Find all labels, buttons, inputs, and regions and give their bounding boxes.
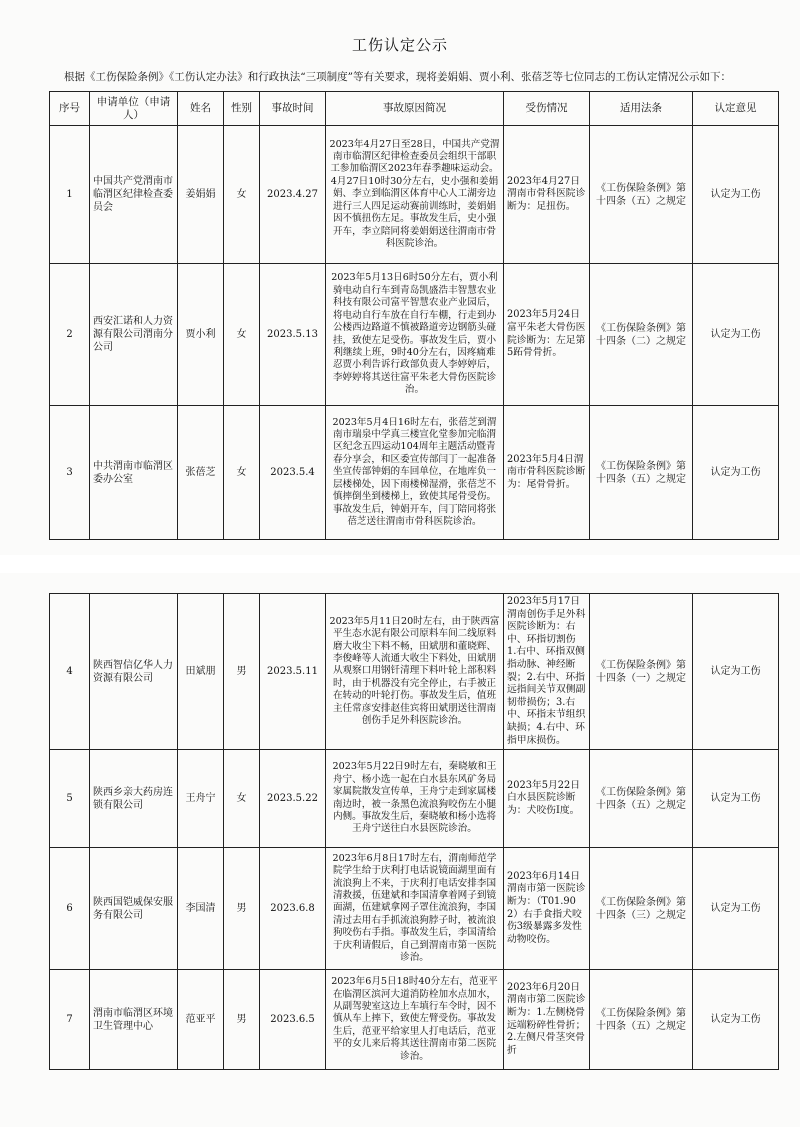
row-no: 1 [50,126,90,264]
row-date: 2023.6.8 [260,848,326,970]
injury-table-part-1 [49,91,779,540]
header-law: 适用法条 [590,92,693,126]
row-org: 渭南市临渭区环境卫生管理中心 [90,970,178,1070]
row-org: 西安汇诺和人力资源有限公司渭南分公司 [90,264,178,406]
header-injury: 受伤情况 [504,92,590,126]
row-no: 4 [50,594,90,750]
row-name: 李国清 [178,848,224,970]
document-title: 工伤认定公示 [351,36,448,54]
header-org: 申请单位（申请人） [90,92,178,126]
row-sex: 女 [224,126,260,264]
row-opinion: 认定为工伤 [693,264,779,406]
row-org: 陕西智信亿华人力资源有限公司 [90,594,178,750]
injury-table-part-2 [49,593,779,1070]
row-date: 2023.6.5 [260,970,326,1070]
row-org: 陕西乡亲大药房连锁有限公司 [90,750,178,848]
table-header-row [50,92,779,126]
table-row [50,126,779,264]
row-no: 3 [50,406,90,540]
row-no: 5 [50,750,90,848]
row-date: 2023.5.22 [260,750,326,848]
row-date: 2023.4.27 [260,126,326,264]
row-opinion: 认定为工伤 [693,126,779,264]
header-no: 序号 [50,92,90,126]
document-intro: 根据《工伤保险条例》《工伤认定办法》和行政执法“三项制度”等有关要求，现将姜娟娟、贾小利、张蓓芝等七位同志的工伤认定情况公示如下： [64,71,731,83]
row-no: 7 [50,970,90,1070]
row-reason: 2023年5月13日6时50分左右，贾小利骑电动自行车到青岛凯盛浩丰智慧农业科技有限公司富平智慧农业产业园后，将电动自行车放在自行车棚，行走到办公楼西边路道不慎被路道旁边钢筋头碰挂，致使左足受伤。事故发生后，贾小利继续上班，9时40分左右，因疼痛难忍贾小利告诉行政部负责人李婷婷后，李婷婷将其送往富平朱老大骨伤医院诊治。 [326,264,504,406]
row-opinion: 认定为工伤 [693,848,779,970]
row-date: 2023.5.13 [260,264,326,406]
table-row [50,406,779,540]
row-name: 范亚平 [178,970,224,1070]
row-reason: 2023年6月5日18时40分左右，范亚平在临渭区滨河大道消防栓加水点加水，从副驾驶室这边上车填行车令时，因不慎从车上摔下，致使左臂受伤。事故发生后，范亚平给家里人打电话后，范亚平的女儿来后将其送往渭南市第二医院诊治。 [326,970,504,1070]
row-date: 2023.5.11 [260,594,326,750]
header-sex: 性别 [224,92,260,126]
header-opinion: 认定意见 [693,92,779,126]
table-row [50,848,779,970]
table-row [50,750,779,848]
row-law: 《工伤保险条例》第十四条（二）之规定 [590,264,693,406]
table-row [50,594,779,750]
row-law: 《工伤保险条例》第十四条（五）之规定 [590,406,693,540]
row-no: 2 [50,264,90,406]
row-sex: 女 [224,750,260,848]
row-reason: 2023年6月8日17时左右，渭南师范学院学生给于庆利打电话说镜面湖里面有流浪狗上不来，于庆利打电话安排李国清救援，伍建斌和李国清拿着网子到镜面湖，伍建斌拿网子罩住流浪狗，李国清过去用右手抓流浪狗脖子时，被流浪狗咬伤右手指。事故发生后，李国清给于庆利请假后，自己到渭南市第一医院诊治。 [326,848,504,970]
row-reason: 2023年5月22日9时左右，秦晓敏和王舟宁、杨小选一起在白水县东风矿务局家属院散发宣传单，王舟宁走到家属楼南边时，被一条黑色流浪狗咬伤左小腿内侧。事故发生后，秦晓敏和杨小选将王舟宁送往白水县医院诊治。 [326,750,504,848]
row-law: 《工伤保险条例》第十四条（五）之规定 [590,970,693,1070]
row-org: 中共渭南市临渭区委办公室 [90,406,178,540]
header-reason: 事故原因简况 [326,92,504,126]
row-reason: 2023年5月4日16时左右，张蓓芝到渭南市瑞泉中学真三楼宣化堂参加完临渭区纪念五四运动104周年主题活动暨青春分享会，和区委宣传部闫丁一起准备坐宣传部钟娟的车回单位，在地库负一层楼梯处，因下雨楼梯湿滑，张蓓芝不慎摔倒坐到楼梯上，致使其尾骨受伤。事故发生后，钟娟开车，闫丁陪同将张蓓芝送往渭南市骨科医院诊治。 [326,406,504,540]
row-name: 张蓓芝 [178,406,224,540]
row-law: 《工伤保险条例》第十四条（五）之规定 [590,750,693,848]
row-injury: 2023年6月20日渭南市第二医院诊断为：1.左侧桡骨远端粉碎性骨折；2.左侧尺骨茎突骨折 [504,970,590,1070]
row-sex: 男 [224,594,260,750]
row-no: 6 [50,848,90,970]
row-opinion: 认定为工伤 [693,970,779,1070]
row-injury: 2023年6月14日渭南市第一医院诊断为：（T01.902）右手食指犬咬伤3级暴露多发性动物咬伤。 [504,848,590,970]
row-law: 《工伤保险条例》第十四条（一）之规定 [590,594,693,750]
row-injury: 2023年5月17日渭南创伤手足外科医院诊断为：右中、环指切割伤 1.右中、环指双侧指动脉、神经断裂；2.右中、环指远指间关节双侧副韧带损伤；3.右中、环指末节组织缺损；4.右中、环指甲床损伤。 [504,594,590,750]
row-name: 田斌朋 [178,594,224,750]
row-law: 《工伤保险条例》第十四条（三）之规定 [590,848,693,970]
row-injury: 2023年4月27日渭南市骨科医院诊断为：足扭伤。 [504,126,590,264]
row-sex: 男 [224,970,260,1070]
row-name: 贾小利 [178,264,224,406]
row-sex: 女 [224,406,260,540]
row-injury: 2023年5月4日渭南市骨科医院诊断为：尾骨骨折。 [504,406,590,540]
row-opinion: 认定为工伤 [693,750,779,848]
table-row [50,970,779,1070]
row-injury: 2023年5月24日富平朱老大骨伤医院诊断为：左足第5跖骨骨折。 [504,264,590,406]
row-opinion: 认定为工伤 [693,594,779,750]
row-name: 姜娟娟 [178,126,224,264]
row-law: 《工伤保险条例》第十四条（五）之规定 [590,126,693,264]
row-org: 陕西国铠威保安服务有限公司 [90,848,178,970]
header-date: 事故时间 [260,92,326,126]
row-sex: 男 [224,848,260,970]
row-reason: 2023年4月27日至28日，中国共产党渭南市临渭区纪律检查委员会组织干部职工参加临渭区2023年春季趣味运动会。4月27日10时30分左右，史小强和姜娟娟、李立到临渭区体育中心人工湖旁边进行三人四足运动赛前训练时，姜娟娟因不慎扭伤左足。事故发生后，史小强开车，李立陪同将姜娟娟送往渭南市骨科医院诊治。 [326,126,504,264]
header-name: 姓名 [178,92,224,126]
row-date: 2023.5.4 [260,406,326,540]
table-row [50,264,779,406]
row-org: 中国共产党渭南市临渭区纪律检查委员会 [90,126,178,264]
row-reason: 2023年5月11日20时左右，由于陕西富平生态水泥有限公司原料车间二线原料磨大收尘下料不畅，田斌朋和董晓辉、李俊峰等人流通大收尘下料处，田斌朋从观察口用钢钎清理下料叶轮上部积料时，由于机器没有完全停止，右手被正在转动的叶轮打伤。事故发生后，值班主任常彦安排赵佳宾将田斌朋送往渭南创伤手足外科医院诊治。 [326,594,504,750]
row-opinion: 认定为工伤 [693,406,779,540]
row-injury: 2023年5月22日白水县医院诊断为：犬咬伤Ⅰ度。 [504,750,590,848]
row-name: 王舟宁 [178,750,224,848]
row-sex: 女 [224,264,260,406]
